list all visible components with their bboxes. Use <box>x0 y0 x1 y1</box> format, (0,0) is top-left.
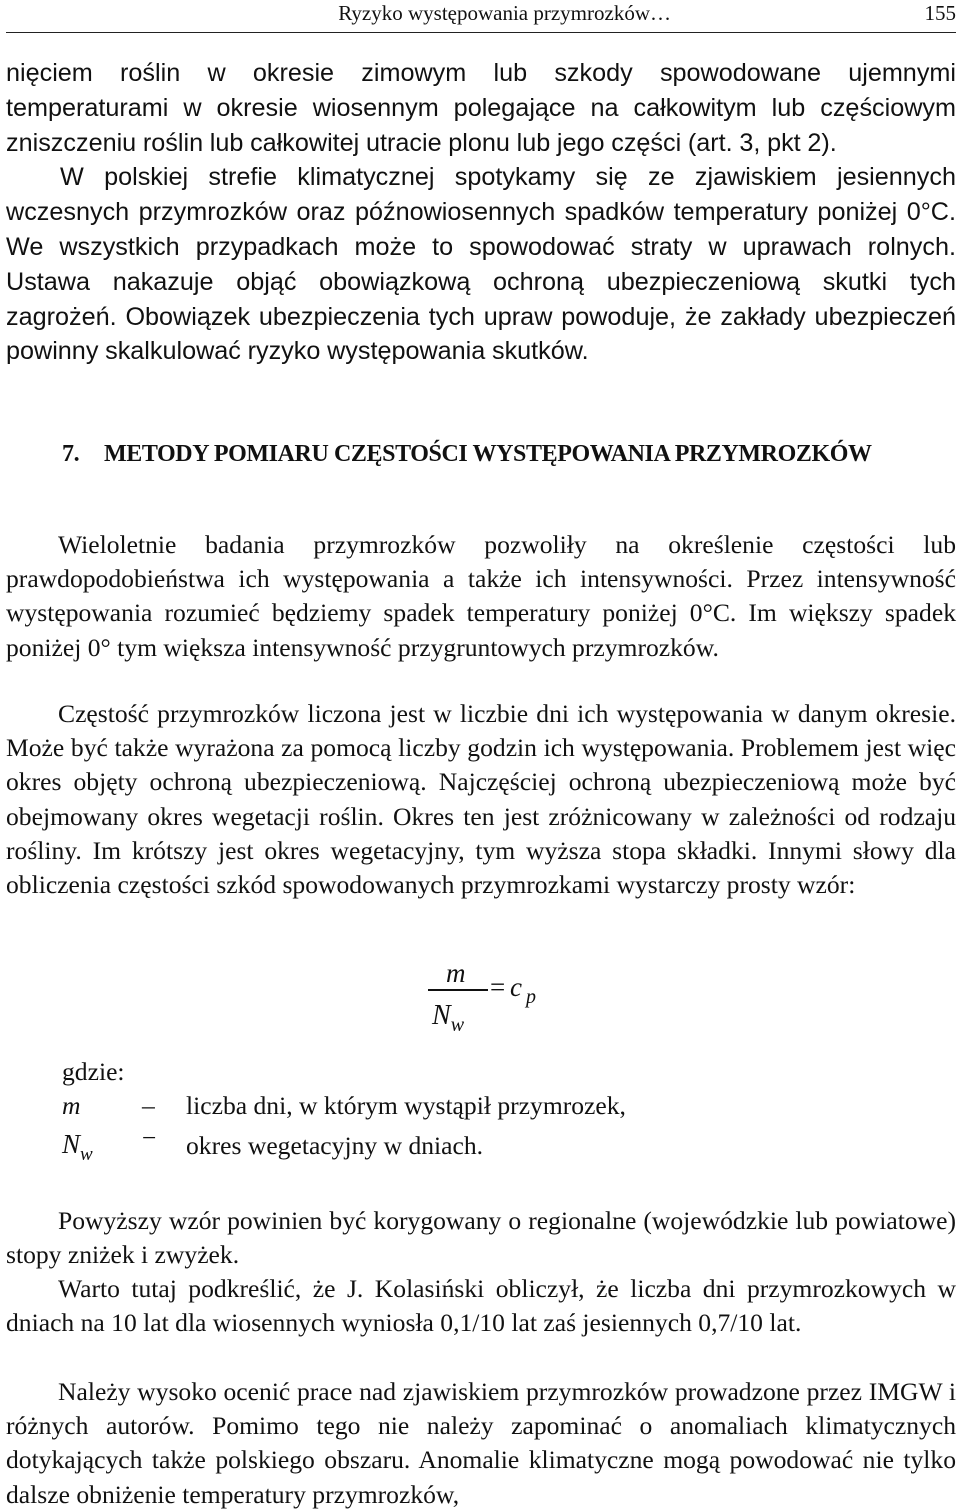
definition-symbol: m <box>62 1091 81 1120</box>
intro-paragraph-part2: W polskiej strefie klimatycznej spotykamy się ze zjawiskiem jesiennych wczesnych przymrozków oraz późnowiosennych spadków temperatury poniżej 0°C. We wszystkich przypadkach może to spowodować straty w uprawach rolnych. Ustawa nakazuje objąć obowiązkową ochroną ubezpieczeniową skutki tych zagrożeń. Obowiązek ubezpieczenia tych upraw powoduje, że zakłady ubezpieczeń powinny skalkulować ryzyko występowania skutków. <box>6 163 956 366</box>
formula-equals: = <box>490 972 506 1002</box>
definition-text: okres wegetacyjny w dniach. <box>186 1131 484 1160</box>
definition-symbol: $N_w$ <box>62 1129 93 1165</box>
paragraph-1-text: Wieloletnie badania przymrozków pozwoliły na określenie częstości lub prawdopodobieństwa ich występowania a także ich intensywności. Przez intensywność występowania rozumieć będziemy spadek temperatury poniżej 0°C. Im większy spadek poniżej 0° tym większa intensywność przygruntowych przymrozków. <box>6 530 956 662</box>
definition-dash: − <box>142 1123 157 1152</box>
section-number: 7. <box>62 441 80 467</box>
paragraph-2-text: Częstość przymrozków liczona jest w liczbie dni ich występowania w danym okresie. Może być także wyrażona za pomocą liczby godzin ich występowania. Problemem jest więc okres objęty ochroną ubezpieczeniową. Najczęściej ochroną ubezpieczeniową może być obejmowany okres wegetacji roślin. Okres ten jest zróżnicowany w zależności od rodzaju rośliny. Im krótszy jest okres wegetacyjny, tym wyższa stopa składki. Innymi słowy dla obliczenia częstości szkód spowodowanych przymrozkami wystarczy prosty wzór: <box>6 699 956 900</box>
paragraph-4 <box>6 1272 956 1340</box>
definition-text: liczba dni, w którym wystąpił przymrozek, <box>186 1091 626 1120</box>
where-label: gdzie: <box>62 1057 125 1086</box>
formula-rhs: c $_p$ <box>510 972 536 1008</box>
paragraph-1 <box>6 528 956 665</box>
section-heading <box>62 441 872 468</box>
paragraph-4-text: Warto tutaj podkreślić, że J. Kolasiński obliczył, że liczba dni przymrozkowych w dniach na 10 lat dla wiosennych wyniosła 0,1/10 lat zaś jesiennych 0,7/10 lat. <box>6 1274 956 1338</box>
paragraph-5-text: Należy wysoko ocenić prace nad zjawiskiem przymrozków prowadzone przez IMGW i różnych autorów. Pomimo tego nie należy zapominać o anomaliach klimatycznych dotykających także polskiego obszaru. Anomalie klimatyczne mogą powodować nie tylko dalsze obniżenie temperatury przymrozków, <box>6 1377 956 1509</box>
paragraph-3-text: Powyższy wzór powinien być korygowany o regionalne (wojewódzkie lub powiatowe) stopy zniżek i zwyżek. <box>6 1206 956 1270</box>
frequency-formula <box>426 958 586 1038</box>
paragraph-5 <box>6 1375 956 1512</box>
paragraph-3 <box>6 1204 956 1272</box>
formula-numerator: m <box>446 958 466 988</box>
definition-item <box>62 1091 762 1131</box>
section-title: METODY POMIARU CZĘSTOŚCI WYSTĘPOWANIA PRZYMROZKÓW <box>104 441 872 467</box>
fraction-bar <box>428 989 488 991</box>
intro-paragraph-part1: nięciem roślin w okresie zimowym lub szkody spowodowane ujemnymi temperaturami w okresie wiosennym polegające na całkowitym lub częściowym zniszczeniu roślin lub całkowitej utracie plonu lub jego części (art. 3, pkt 2). <box>6 59 956 157</box>
document-page <box>6 0 956 1509</box>
definition-dash: – <box>142 1091 155 1120</box>
formula-denominator: $N_w$ <box>432 1000 465 1036</box>
page-number: 155 <box>924 1 956 25</box>
running-title: Ryzyko występowania przymrozków… <box>338 1 671 25</box>
definition-item <box>62 1123 762 1171</box>
intro-paragraph <box>6 56 956 369</box>
page-header <box>6 0 956 33</box>
paragraph-2 <box>6 697 956 902</box>
